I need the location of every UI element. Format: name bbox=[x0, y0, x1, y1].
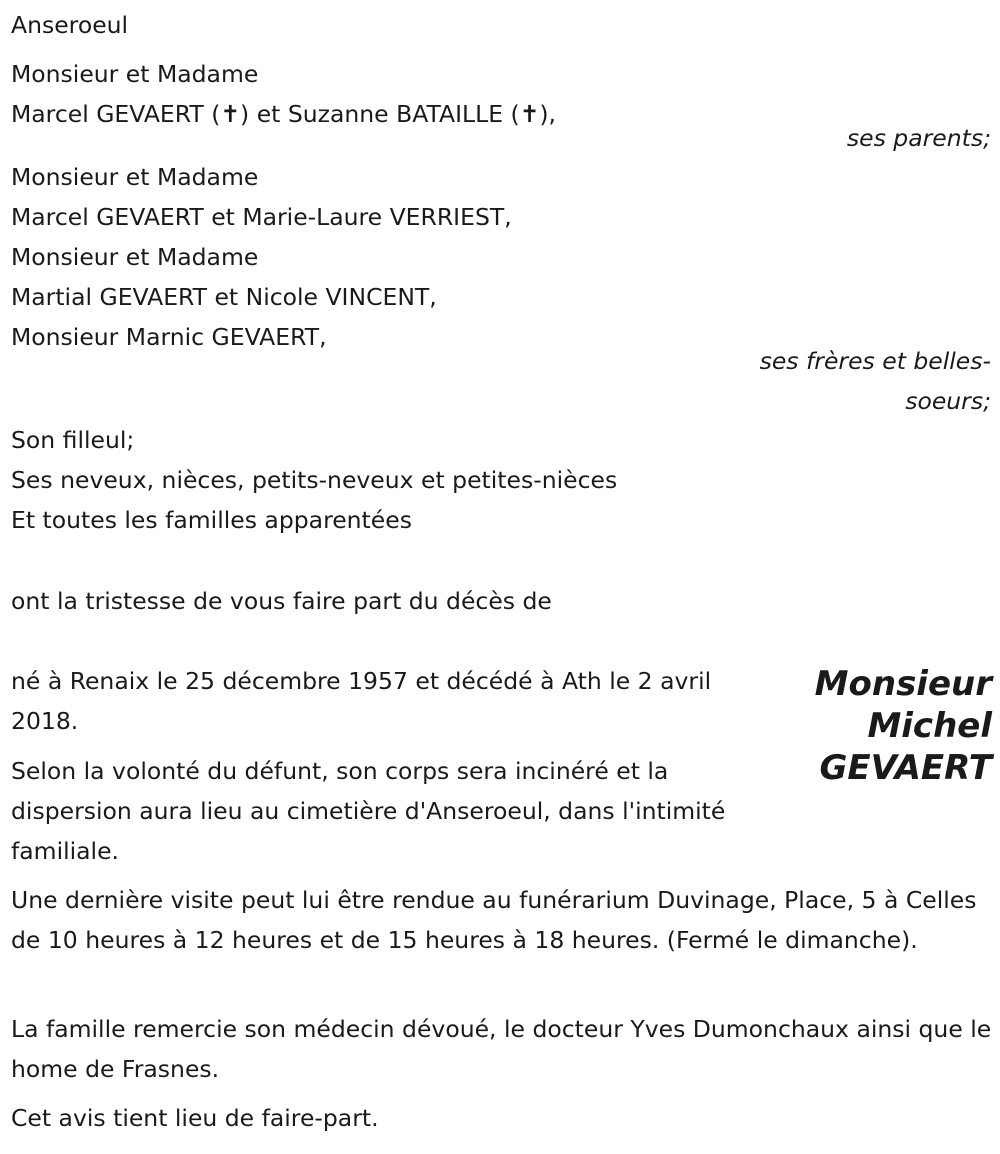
parents-role: ses parents; bbox=[846, 124, 991, 152]
sibling-line: Monsieur Marnic GEVAERT, bbox=[11, 323, 327, 351]
sibling-line: Marcel GEVAERT et Marie-Laure VERRIEST, bbox=[11, 203, 512, 231]
deceased-name-line: Michel bbox=[867, 706, 992, 746]
locality: Anseroeul bbox=[11, 11, 129, 39]
parents-title: Monsieur et Madame bbox=[11, 60, 259, 88]
deceased-name-line: GEVAERT bbox=[819, 748, 992, 788]
closing-paragraph: Cet avis tient lieu de faire-part. bbox=[11, 1104, 379, 1132]
announcement-text: ont la tristesse de vous faire part du décès de bbox=[11, 587, 552, 615]
visit-paragraph: Une dernière visite peut lui être rendue au funérarium Duvinage, Place, 5 à Celles de 10 heures à 12 heures et de 15 heures à 18 heures. (Fermé le dimanche). bbox=[11, 886, 977, 954]
birth-death-paragraph: né à Renaix le 25 décembre 1957 et décédé à Ath le 2 avril 2018. bbox=[11, 667, 712, 735]
siblings-role-line2: soeurs; bbox=[905, 387, 991, 415]
cremation-paragraph: Selon la volonté du défunt, son corps sera incinéré et la dispersion aura lieu au cimetière d'Anseroeul, dans l'intimité familiale. bbox=[11, 757, 726, 865]
sibling-line: Monsieur et Madame bbox=[11, 163, 259, 191]
sibling-line: Martial GEVAERT et Nicole VINCENT, bbox=[11, 283, 437, 311]
relative-line: Ses neveux, nièces, petits-neveux et petites-nièces bbox=[11, 466, 618, 494]
siblings-role-line1: ses frères et belles- bbox=[759, 347, 991, 375]
thanks-paragraph: La famille remercie son médecin dévoué, le docteur Yves Dumonchaux ainsi que le home de Frasnes. bbox=[11, 1015, 992, 1083]
deceased-name-line: Monsieur bbox=[814, 664, 992, 704]
relative-line: Son filleul; bbox=[11, 426, 135, 454]
relative-line: Et toutes les familles apparentées bbox=[11, 506, 412, 534]
sibling-line: Monsieur et Madame bbox=[11, 243, 259, 271]
parents-names: Marcel GEVAERT (✝) et Suzanne BATAILLE (✝), bbox=[11, 100, 557, 128]
deceased-name bbox=[752, 663, 992, 789]
